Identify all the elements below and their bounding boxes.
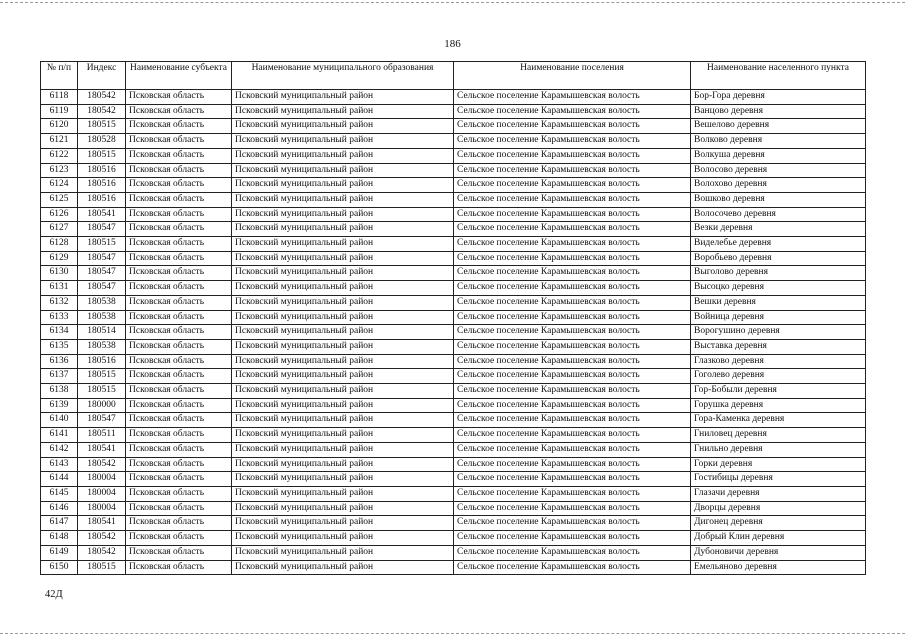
cell-index: 180515 [78,148,126,163]
cell-num: 6130 [41,266,78,281]
cell-index: 180004 [78,472,126,487]
cell-num: 6119 [41,104,78,119]
cell-settlement: Сельское поселение Карамышевская волость [454,472,691,487]
cell-settlement: Сельское поселение Карамышевская волость [454,501,691,516]
cell-num: 6126 [41,207,78,222]
cell-settlement: Сельское поселение Карамышевская волость [454,178,691,193]
cell-num: 6131 [41,281,78,296]
cell-locality: Вешелово деревня [691,119,866,134]
table-row [41,398,866,413]
cell-settlement: Сельское поселение Карамышевская волость [454,104,691,119]
cell-locality: Гостибицы деревня [691,472,866,487]
cell-municipal: Псковский муниципальный район [232,384,454,399]
table-row [41,119,866,134]
table-row [41,178,866,193]
cell-municipal: Псковский муниципальный район [232,310,454,325]
cell-num: 6125 [41,192,78,207]
cell-municipal: Псковский муниципальный район [232,325,454,340]
table-row [41,413,866,428]
cell-municipal: Псковский муниципальный район [232,339,454,354]
cell-settlement: Сельское поселение Карамышевская волость [454,119,691,134]
cell-locality: Дигонец деревня [691,516,866,531]
cell-index: 180000 [78,398,126,413]
cell-num: 6134 [41,325,78,340]
cell-subject: Псковская область [126,369,232,384]
table-row [41,222,866,237]
cell-num: 6136 [41,354,78,369]
cell-locality: Вешки деревня [691,295,866,310]
cell-num: 6129 [41,251,78,266]
cell-subject: Псковская область [126,428,232,443]
cell-locality: Гнильно деревня [691,442,866,457]
cell-num: 6137 [41,369,78,384]
cell-locality: Гор-Бобыли деревня [691,384,866,399]
cell-index: 180004 [78,501,126,516]
cell-num: 6132 [41,295,78,310]
cell-num: 6148 [41,531,78,546]
cell-locality: Волосово деревня [691,163,866,178]
cell-subject: Псковская область [126,148,232,163]
cell-subject: Псковская область [126,486,232,501]
cell-settlement: Сельское поселение Карамышевская волость [454,339,691,354]
cell-settlement: Сельское поселение Карамышевская волость [454,192,691,207]
cell-subject: Псковская область [126,457,232,472]
cell-municipal: Псковский муниципальный район [232,178,454,193]
table-row [41,90,866,105]
cell-municipal: Псковский муниципальный район [232,281,454,296]
cell-settlement: Сельское поселение Карамышевская волость [454,545,691,560]
footer-code: 42Д [45,589,63,600]
cell-settlement: Сельское поселение Карамышевская волость [454,251,691,266]
cell-subject: Псковская область [126,104,232,119]
header-subject: Наименование субъекта [126,62,232,90]
table-row [41,325,866,340]
cell-index: 180547 [78,281,126,296]
cell-subject: Псковская область [126,472,232,487]
cell-municipal: Псковский муниципальный район [232,398,454,413]
cell-subject: Псковская область [126,516,232,531]
cell-subject: Псковская область [126,560,232,575]
cell-index: 180538 [78,295,126,310]
cell-num: 6133 [41,310,78,325]
cell-subject: Псковская область [126,325,232,340]
cell-subject: Псковская область [126,339,232,354]
cell-municipal: Псковский муниципальный район [232,516,454,531]
cell-num: 6143 [41,457,78,472]
cell-municipal: Псковский муниципальный район [232,192,454,207]
cell-settlement: Сельское поселение Карамышевская волость [454,295,691,310]
cell-settlement: Сельское поселение Карамышевская волость [454,90,691,105]
cell-settlement: Сельское поселение Карамышевская волость [454,134,691,149]
page-top-edge [0,2,905,3]
cell-num: 6121 [41,134,78,149]
cell-locality: Войница деревня [691,310,866,325]
cell-locality: Бор-Гора деревня [691,90,866,105]
cell-index: 180541 [78,207,126,222]
cell-locality: Глазково деревня [691,354,866,369]
cell-num: 6150 [41,560,78,575]
cell-subject: Псковская область [126,398,232,413]
cell-num: 6122 [41,148,78,163]
cell-num: 6139 [41,398,78,413]
cell-locality: Волкуша деревня [691,148,866,163]
cell-subject: Псковская область [126,413,232,428]
cell-settlement: Сельское поселение Карамышевская волость [454,531,691,546]
cell-index: 180514 [78,325,126,340]
table-row [41,472,866,487]
page-number: 186 [444,38,461,50]
cell-locality: Ванцово деревня [691,104,866,119]
table-row [41,516,866,531]
cell-num: 6142 [41,442,78,457]
cell-subject: Псковская область [126,222,232,237]
cell-settlement: Сельское поселение Карамышевская волость [454,237,691,252]
cell-index: 180542 [78,457,126,472]
table-row [41,148,866,163]
header-settlement: Наименование поселения [454,62,691,90]
table-row [41,384,866,399]
cell-num: 6147 [41,516,78,531]
cell-num: 6124 [41,178,78,193]
cell-index: 180538 [78,310,126,325]
cell-subject: Псковская область [126,266,232,281]
cell-num: 6135 [41,339,78,354]
table-row [41,281,866,296]
cell-municipal: Псковский муниципальный район [232,163,454,178]
cell-locality: Волосочево деревня [691,207,866,222]
settlements-table [40,61,866,575]
cell-municipal: Псковский муниципальный район [232,486,454,501]
cell-locality: Волково деревня [691,134,866,149]
table-row [41,295,866,310]
header-municipal: Наименование муниципального образования [232,62,454,90]
cell-index: 180515 [78,384,126,399]
cell-index: 180515 [78,119,126,134]
cell-settlement: Сельское поселение Карамышевская волость [454,354,691,369]
table-row [41,428,866,443]
cell-locality: Гоголево деревня [691,369,866,384]
cell-settlement: Сельское поселение Карамышевская волость [454,148,691,163]
cell-locality: Выголово деревня [691,266,866,281]
cell-subject: Псковская область [126,545,232,560]
cell-municipal: Псковский муниципальный район [232,119,454,134]
cell-municipal: Псковский муниципальный район [232,442,454,457]
cell-municipal: Псковский муниципальный район [232,295,454,310]
cell-num: 6149 [41,545,78,560]
cell-subject: Псковская область [126,531,232,546]
table-row [41,192,866,207]
cell-num: 6128 [41,237,78,252]
cell-settlement: Сельское поселение Карамышевская волость [454,560,691,575]
header-num: № п/п [41,62,78,90]
cell-settlement: Сельское поселение Карамышевская волость [454,398,691,413]
cell-index: 180516 [78,163,126,178]
cell-municipal: Псковский муниципальный район [232,472,454,487]
cell-index: 180547 [78,266,126,281]
cell-subject: Псковская область [126,501,232,516]
cell-locality: Волохово деревня [691,178,866,193]
cell-num: 6138 [41,384,78,399]
cell-locality: Глазачи деревня [691,486,866,501]
cell-num: 6118 [41,90,78,105]
cell-subject: Псковская область [126,163,232,178]
table-row [41,104,866,119]
cell-subject: Псковская область [126,310,232,325]
cell-num: 6123 [41,163,78,178]
cell-index: 180547 [78,222,126,237]
cell-settlement: Сельское поселение Карамышевская волость [454,516,691,531]
cell-locality: Емельяново деревня [691,560,866,575]
cell-settlement: Сельское поселение Карамышевская волость [454,310,691,325]
cell-settlement: Сельское поселение Карамышевская волость [454,486,691,501]
table-row [41,339,866,354]
table-row [41,486,866,501]
cell-municipal: Псковский муниципальный район [232,251,454,266]
cell-settlement: Сельское поселение Карамышевская волость [454,428,691,443]
table-row [41,237,866,252]
cell-municipal: Псковский муниципальный район [232,148,454,163]
cell-municipal: Псковский муниципальный район [232,207,454,222]
table-row [41,501,866,516]
cell-index: 180538 [78,339,126,354]
cell-subject: Псковская область [126,295,232,310]
cell-municipal: Псковский муниципальный район [232,222,454,237]
cell-num: 6144 [41,472,78,487]
cell-num: 6127 [41,222,78,237]
header-locality: Наименование населенного пункта [691,62,866,90]
cell-locality: Дубоновичи деревня [691,545,866,560]
cell-index: 180541 [78,516,126,531]
cell-municipal: Псковский муниципальный район [232,545,454,560]
table-row [41,457,866,472]
cell-locality: Виделебье деревня [691,237,866,252]
cell-num: 6146 [41,501,78,516]
cell-index: 180515 [78,560,126,575]
cell-settlement: Сельское поселение Карамышевская волость [454,163,691,178]
cell-municipal: Псковский муниципальный район [232,354,454,369]
cell-settlement: Сельское поселение Карамышевская волость [454,442,691,457]
cell-subject: Псковская область [126,119,232,134]
cell-municipal: Псковский муниципальный район [232,531,454,546]
cell-locality: Воробьево деревня [691,251,866,266]
cell-index: 180516 [78,192,126,207]
cell-subject: Псковская область [126,134,232,149]
table-row [41,369,866,384]
cell-settlement: Сельское поселение Карамышевская волость [454,325,691,340]
cell-municipal: Псковский муниципальный район [232,266,454,281]
cell-municipal: Псковский муниципальный район [232,428,454,443]
cell-subject: Псковская область [126,237,232,252]
table-row [41,560,866,575]
table-row [41,266,866,281]
cell-settlement: Сельское поселение Карамышевская волость [454,384,691,399]
table-body [41,90,866,575]
cell-locality: Везки деревня [691,222,866,237]
page-bottom-edge [0,633,905,634]
cell-settlement: Сельское поселение Карамышевская волость [454,222,691,237]
cell-subject: Псковская область [126,178,232,193]
table-header-row [41,62,866,90]
cell-locality: Горушка деревня [691,398,866,413]
cell-index: 180516 [78,354,126,369]
table-row [41,207,866,222]
cell-locality: Высоцко деревня [691,281,866,296]
cell-settlement: Сельское поселение Карамышевская волость [454,266,691,281]
cell-index: 180515 [78,369,126,384]
table-row [41,545,866,560]
cell-locality: Дворцы деревня [691,501,866,516]
table-row [41,354,866,369]
header-index: Индекс [78,62,126,90]
cell-index: 180542 [78,104,126,119]
table-row [41,310,866,325]
table-row [41,163,866,178]
cell-locality: Выставка деревня [691,339,866,354]
cell-settlement: Сельское поселение Карамышевская волость [454,281,691,296]
cell-municipal: Псковский муниципальный район [232,237,454,252]
table-row [41,251,866,266]
cell-settlement: Сельское поселение Карамышевская волость [454,369,691,384]
cell-subject: Псковская область [126,384,232,399]
cell-locality: Горки деревня [691,457,866,472]
cell-locality: Добрый Клин деревня [691,531,866,546]
cell-locality: Гниловец деревня [691,428,866,443]
cell-settlement: Сельское поселение Карамышевская волость [454,413,691,428]
cell-num: 6145 [41,486,78,501]
cell-subject: Псковская область [126,251,232,266]
table-row [41,134,866,149]
cell-index: 180542 [78,90,126,105]
cell-index: 180541 [78,442,126,457]
cell-index: 180004 [78,486,126,501]
cell-subject: Псковская область [126,442,232,457]
cell-subject: Псковская область [126,207,232,222]
table-row [41,531,866,546]
cell-index: 180515 [78,237,126,252]
cell-settlement: Сельское поселение Карамышевская волость [454,207,691,222]
cell-settlement: Сельское поселение Карамышевская волость [454,457,691,472]
cell-num: 6141 [41,428,78,443]
cell-index: 180547 [78,413,126,428]
table-row [41,442,866,457]
cell-subject: Псковская область [126,281,232,296]
cell-index: 180542 [78,531,126,546]
cell-subject: Псковская область [126,192,232,207]
cell-subject: Псковская область [126,354,232,369]
cell-municipal: Псковский муниципальный район [232,369,454,384]
cell-municipal: Псковский муниципальный район [232,457,454,472]
cell-municipal: Псковский муниципальный район [232,104,454,119]
cell-municipal: Псковский муниципальный район [232,560,454,575]
cell-locality: Вошково деревня [691,192,866,207]
cell-subject: Псковская область [126,90,232,105]
cell-municipal: Псковский муниципальный район [232,501,454,516]
cell-index: 180542 [78,545,126,560]
cell-index: 180516 [78,178,126,193]
cell-locality: Гора-Каменка деревня [691,413,866,428]
cell-municipal: Псковский муниципальный район [232,413,454,428]
cell-locality: Ворогушино деревня [691,325,866,340]
cell-index: 180528 [78,134,126,149]
cell-municipal: Псковский муниципальный район [232,90,454,105]
cell-index: 180547 [78,251,126,266]
cell-num: 6120 [41,119,78,134]
cell-num: 6140 [41,413,78,428]
cell-municipal: Псковский муниципальный район [232,134,454,149]
cell-index: 180511 [78,428,126,443]
